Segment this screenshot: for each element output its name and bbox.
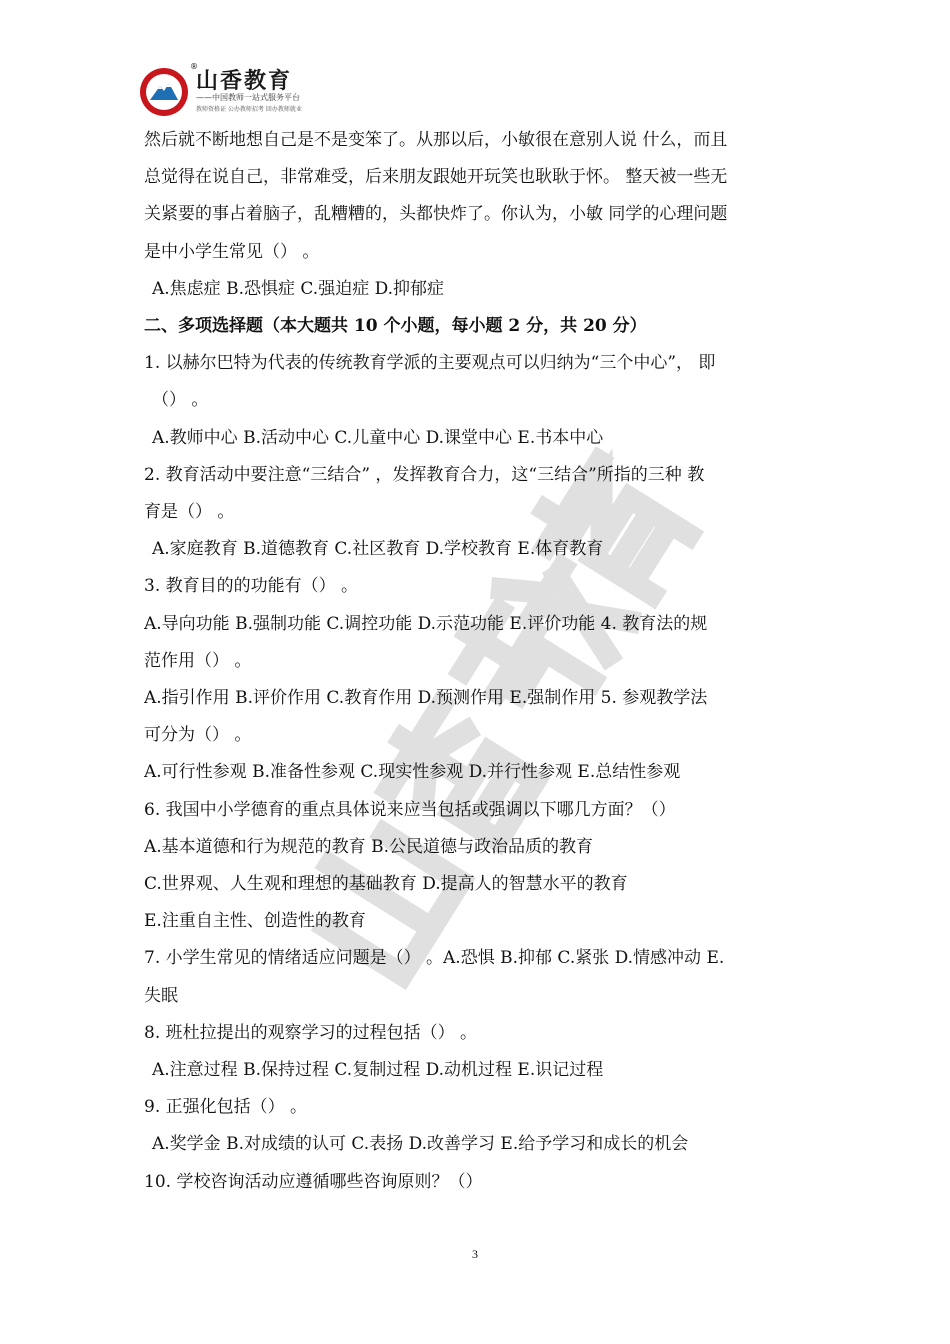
text-line: 是中小学生常见（） 。 <box>144 241 320 262</box>
header <box>138 62 398 118</box>
answer-options: A.教师中心 B.活动中心 C.儿童中心 D.课堂中心 E.书本中心 <box>152 427 604 448</box>
page-number: 3 <box>472 1247 478 1261</box>
question-text: 7. 小学生常见的情绪适应问题是（） 。A.恐惧 B.抑郁 C.紧张 D.情感冲动 E. <box>144 948 725 969</box>
answer-options: A.基本道德和行为规范的教育 B.公民道德与政治品质的教育 <box>144 836 593 857</box>
logo-badge-icon <box>138 66 190 118</box>
question-text: 10. 学校咨询活动应遵循哪些咨询原则？（） <box>144 1171 483 1192</box>
answer-options: A.可行性参观 B.准备性参观 C.现实性参观 D.并行性参观 E.总结性参观 <box>144 762 681 783</box>
question-text: 范作用（） 。 <box>144 650 252 671</box>
question-text: 1. 以赫尔巴特为代表的传统教育学派的主要观点可以归纳为“三个中心”， 即 <box>144 353 716 374</box>
answer-options: A.导向功能 B.强制功能 C.调控功能 D.示范功能 E.评价功能 4. 教育法的规 <box>144 613 708 634</box>
section-heading: 二、多项选择题（本大题共 10 个小题，每小题 2 分，共 20 分） <box>144 316 647 337</box>
question-text: 2. 教育活动中要注意“三结合” ，发挥教育合力，这“三结合”所指的三种 教 <box>144 464 705 485</box>
answer-options: C.世界观、人生观和理想的基础教育 D.提高人的智慧水平的教育 <box>144 874 628 895</box>
text-line: 然后就不断地想自己是不是变笨了。从那以后，小敏很在意别人说 什么，而且 <box>144 130 728 150</box>
question-text: 9. 正强化包括（） 。 <box>144 1097 308 1118</box>
question-text: 8. 班杜拉提出的观察学习的过程包括（） 。 <box>144 1022 478 1043</box>
question-text: （） 。 <box>152 390 209 411</box>
question-text: 失眠 <box>144 985 178 1006</box>
answer-options: A.奖学金 B.对成绩的认可 C.表扬 D.改善学习 E.给予学习和成长的机会 <box>152 1134 689 1155</box>
text-line: 关紧要的事占着脑子，乱糟糟的，头都快炸了。你认为，小敏 同学的心理问题 <box>144 204 728 225</box>
brand-subtitle: 教师资格证 公办教师招考 回办教师就业 <box>196 106 302 113</box>
answer-options: E.注重自主性、创造性的教育 <box>144 911 366 932</box>
question-text: 3. 教育目的的功能有（） 。 <box>144 576 359 597</box>
answer-options: A.家庭教育 B.道德教育 C.社区教育 D.学校教育 E.体育教育 <box>152 539 604 560</box>
question-text: 6. 我国中小学德育的重点具体说来应当包括或强调以下哪几方面？（） <box>144 799 676 820</box>
question-text: 可分为（） 。 <box>144 725 252 746</box>
document-body <box>144 122 812 1201</box>
answer-options: A.注意过程 B.保持过程 C.复制过程 D.动机过程 E.识记过程 <box>152 1060 604 1081</box>
registered-mark: ® <box>190 62 198 71</box>
answer-options: A.焦虑症 B.恐惧症 C.强迫症 D.抑郁症 <box>152 278 445 299</box>
brand-name: 山香教育 <box>196 69 293 94</box>
brand-tagline: ——中国教师一站式服务平台 <box>196 93 300 102</box>
text-line: 总觉得在说自己，非常难受，后来朋友跟她开玩笑也耿耿于怀。 整天被一些无 <box>144 167 728 188</box>
question-text: 育是（） 。 <box>144 502 235 523</box>
answer-options: A.指引作用 B.评价作用 C.教育作用 D.预测作用 E.强制作用 5. 参观教学法 <box>144 688 708 709</box>
